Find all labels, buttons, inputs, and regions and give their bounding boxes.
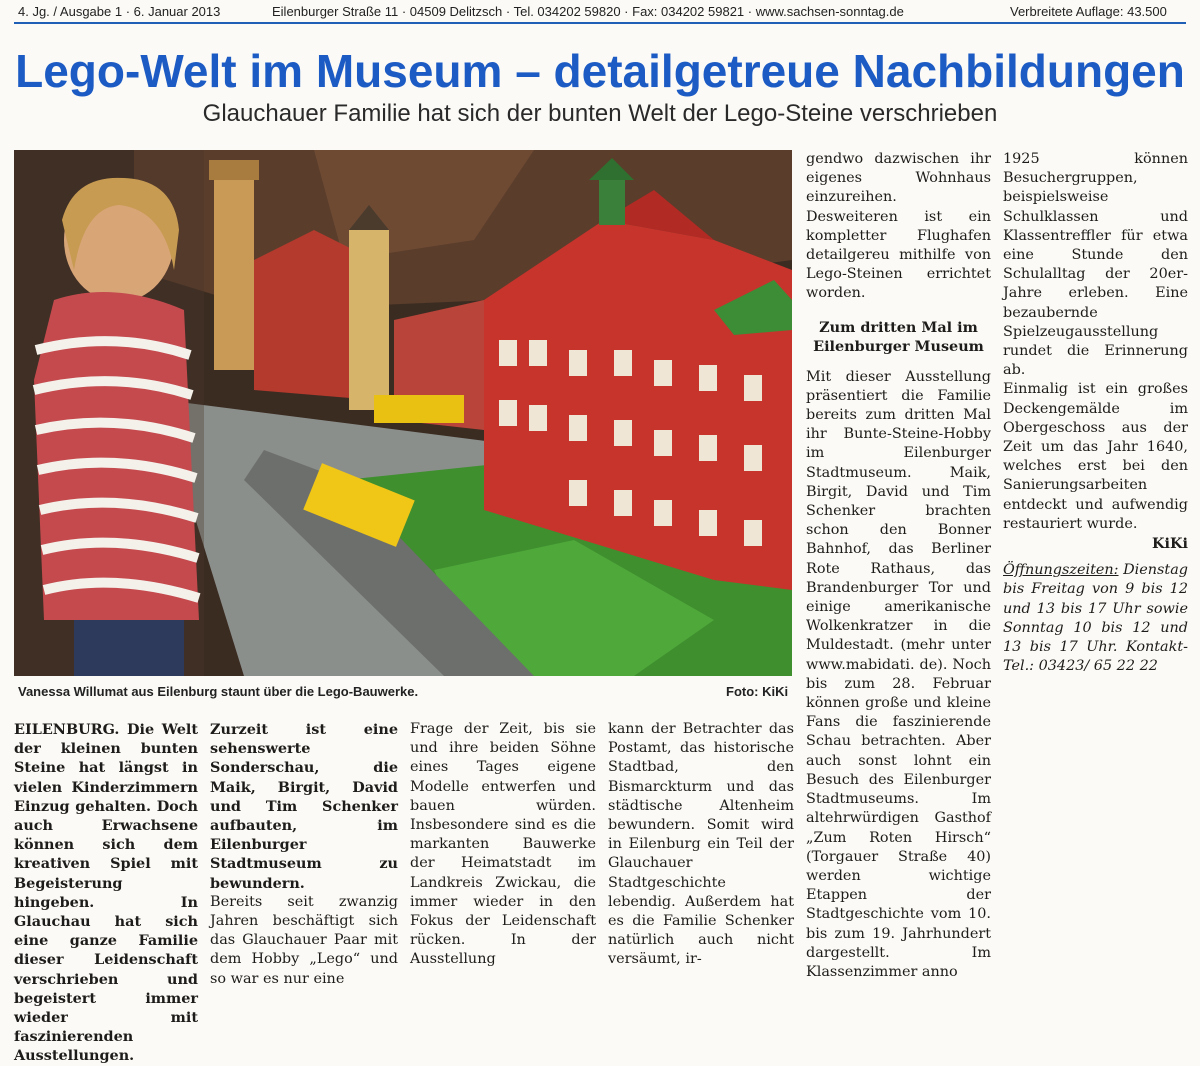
body-paragraph: Einmalig ist ein großes Deckengemälde im Obergeschoss aus der Zeit um das Jahr 1640, welches erst bei den Sanierungsarbeiten entdeckt und aufwendig restauriert wurde. (1003, 381, 1188, 532)
intro-paragraph: Zurzeit ist eine sehenswerte Sonderschau, die Maik, Birgit, David und Tim Schenker aufbauten, im Eilenburger Stadtmuseum zu bewundern. (210, 721, 398, 892)
opening-hours-text: Dienstag bis Freitag von 9 bis 12 und 13 bis 17 Uhr sowie Sonntag 10 bis 12 und 13 bis 17 Uhr. Kontakt-Tel.: 03423/ 65 22 22 (1003, 562, 1188, 675)
article-subheadline: Glauchauer Familie hat sich der bunten Welt der Lego-Steine verschrieben (202, 100, 998, 127)
column-6 (1003, 150, 1188, 676)
opening-hours (1003, 561, 1188, 676)
column-4 (608, 720, 794, 970)
column-3 (410, 720, 596, 970)
column-5 (806, 150, 991, 982)
header-rule (14, 22, 1186, 24)
body-paragraph: 1925 können Besuchergruppen, beispielsweise Schulklassen und Klassentreffler für etwa eine Stunde den Schulalltag der 20er-Jahre erleben. Eine bezaubernde Spielzeugausstellung rundet die Erinnerung ab. (1003, 151, 1188, 379)
lego-exhibition-photo (14, 150, 792, 676)
article-headline: Lego-Welt im Museum – detailgetreue Nachbildungen (15, 45, 1185, 97)
body-paragraph: gendwo dazwischen ihr eigenes Wohnhaus einzureihen. Desweiteren ist ein kompletter Flughafen detailgereu mithilfe von Lego-Steinen errichtet worden. (806, 151, 991, 302)
body-paragraph: Frage der Zeit, bis sie und ihre beiden Söhne eines Tages eigene Modelle entwerfen und bauen würden. Insbesondere sind es die markanten Bauwerke der Heimatstadt im Landkreis Zwickau, die immer wieder in den Fokus der Leidenschaft rücken. In der Ausstellung (410, 721, 596, 968)
photo-credit: Foto: KiKi (726, 684, 789, 699)
author-signature: KiKi (1152, 535, 1188, 553)
issue-info: 4. Jg. / Ausgabe 1 · 6. Januar 2013 (18, 4, 221, 19)
body-paragraph: Bereits seit zwanzig Jahren beschäftigt sich das Glauchauer Paar mit dem Hobby „Lego“ und so war es nur eine (210, 893, 398, 987)
column-1 (14, 720, 198, 1066)
section-subheading: Zum dritten Mal im Eilenburger Museum (813, 318, 984, 355)
opening-hours-label: Öffnungszeiten: (1003, 562, 1119, 579)
circulation-info: Verbreitete Auflage: 43.500 (1010, 4, 1167, 19)
body-paragraph: kann der Betrachter das Postamt, das historische Stadtbad, den Bismarckturm und das städtische Altenheim bewundern. Somit wird in Eilenburg ein Teil der Glauchauer Stadtgeschichte lebendig. Außerdem hat es die Familie Schenker natürlich auch nicht versäumt, ir- (608, 721, 794, 968)
photo-caption: Vanessa Willumat aus Eilenburg staunt über die Lego-Bauwerke. (18, 684, 419, 699)
article-lead: EILENBURG. Die Welt der kleinen bunten Steine hat längst in vielen Kinderzimmern Einzug gehalten. Doch auch Erwachsene können sich dem kreativen Spiel mit Begeisterung hingeben. In Glauchau hat sich eine ganze Familie dieser Leidenschaft verschrieben und begeistert immer wieder mit faszinierenden Ausstellungen. (14, 721, 198, 1065)
column-2 (210, 720, 398, 989)
publisher-contact: Eilenburger Straße 11 · 04509 Delitzsch · Tel. 034202 59820 · Fax: 034202 59821 · www.sachsen-sonntag.de (272, 4, 904, 19)
body-paragraph: Mit dieser Ausstellung präsentiert die Familie bereits zum dritten Mal ihr Bunte-Steine-Hobby im Eilenburger Stadtmuseum. Maik, Birgit, David und Tim Schenker brachten schon den Bonner Bahnhof, das Berliner Rote Rathaus, das Brandenburger Tor und einige amerikanische Wolkenkratzer in die Muldestadt. (mehr unter www.mabidati. de). Noch bis zum 28. Februar können große und kleine Fans die faszinierende Schau betrachten. Aber auch sonst lohnt ein Besuch des Eilenburger Stadtmuseums. Im altehrwürdigen Gasthof „Zum Roten Hirsch“ (Torgauer Straße 40) werden wichtige Etappen der Stadtgeschichte vom 10. bis zum 19. Jahrhundert dargestellt. Im Klassenzimmer anno (806, 368, 991, 980)
